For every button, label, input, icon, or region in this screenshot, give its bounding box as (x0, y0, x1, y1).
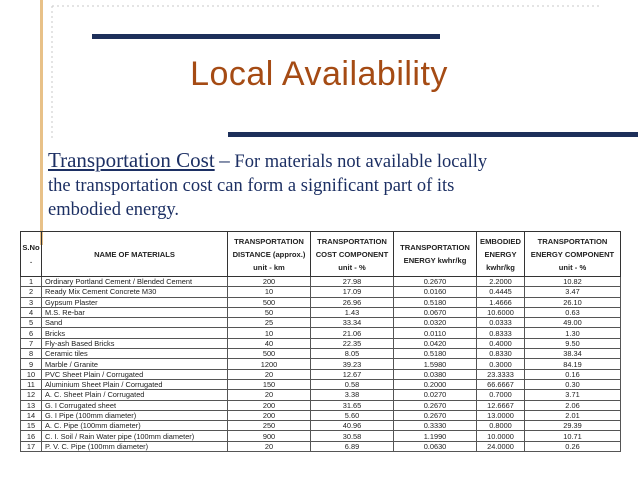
cell-energy: 0.0110 (394, 328, 477, 338)
cell-distance: 150 (228, 379, 311, 389)
cell-distance: 250 (228, 421, 311, 431)
cell-component: 84.19 (525, 359, 621, 369)
body-line-1-text: For materials not available locally (234, 152, 488, 172)
cell-distance: 200 (228, 400, 311, 410)
cell-name: Aluminium Sheet Plain / Corrugated (42, 379, 228, 389)
cell-name: Sand (42, 318, 228, 328)
table-row (21, 349, 621, 359)
cell-energy: 0.0420 (394, 338, 477, 348)
cell-name: Bricks (42, 328, 228, 338)
cell-component: 49.00 (525, 318, 621, 328)
table-row (21, 287, 621, 297)
cell-sno: 16 (21, 431, 42, 441)
body-line-3: embodied energy. (48, 200, 179, 220)
cell-sno: 14 (21, 410, 42, 420)
table-row (21, 400, 621, 410)
cell-component: 0.30 (525, 379, 621, 389)
header-sno: S.No . (21, 232, 42, 277)
table-row (21, 379, 621, 389)
cell-cost: 22.35 (311, 338, 394, 348)
table-row (21, 369, 621, 379)
cell-sno: 7 (21, 338, 42, 348)
cell-cost: 5.60 (311, 410, 394, 420)
cell-embodied: 0.4000 (477, 338, 525, 348)
cell-component: 9.50 (525, 338, 621, 348)
table-row (21, 318, 621, 328)
cell-component: 38.34 (525, 349, 621, 359)
cell-embodied: 1.4666 (477, 297, 525, 307)
cell-energy: 0.0270 (394, 390, 477, 400)
cell-distance: 40 (228, 338, 311, 348)
cell-embodied: 0.8330 (477, 349, 525, 359)
cell-component: 0.63 (525, 307, 621, 317)
table-row (21, 307, 621, 317)
cell-sno: 4 (21, 307, 42, 317)
cell-cost: 30.58 (311, 431, 394, 441)
cell-cost: 0.58 (311, 379, 394, 389)
header-cost: TRANSPORTATION COST COMPONENT unit - % (311, 232, 394, 277)
cell-cost: 27.98 (311, 277, 394, 287)
cell-name: A. C. Sheet Plain / Corrugated (42, 390, 228, 400)
header-component: TRANSPORTATION ENERGY COMPONENT unit - % (525, 232, 621, 277)
cell-distance: 200 (228, 410, 311, 420)
cell-distance: 200 (228, 277, 311, 287)
cell-energy: 1.1990 (394, 431, 477, 441)
cell-name: Fly-ash Based Bricks (42, 338, 228, 348)
cell-name: A. C. Pipe (100mm diameter) (42, 421, 228, 431)
cell-embodied: 0.3000 (477, 359, 525, 369)
header-distance: TRANSPORTATION DISTANCE (approx.) unit - km (228, 232, 311, 277)
cell-sno: 3 (21, 297, 42, 307)
cell-name: M.S. Re-bar (42, 307, 228, 317)
cell-embodied: 0.7000 (477, 390, 525, 400)
cell-name: Ordinary Portland Cement / Blended Cement (42, 277, 228, 287)
cell-energy: 0.5180 (394, 349, 477, 359)
cell-cost: 21.06 (311, 328, 394, 338)
cell-cost: 1.43 (311, 307, 394, 317)
cell-sno: 10 (21, 369, 42, 379)
table-row (21, 410, 621, 420)
cell-distance: 20 (228, 369, 311, 379)
cell-component: 0.16 (525, 369, 621, 379)
cell-embodied: 2.2000 (477, 277, 525, 287)
cell-distance: 500 (228, 349, 311, 359)
cell-distance: 900 (228, 431, 311, 441)
cell-sno: 17 (21, 441, 42, 451)
cell-embodied: 0.8333 (477, 328, 525, 338)
cell-embodied: 13.0000 (477, 410, 525, 420)
cell-component: 1.30 (525, 328, 621, 338)
cell-cost: 17.09 (311, 287, 394, 297)
table-row (21, 359, 621, 369)
body-dash: – (219, 148, 230, 172)
cell-name: Ready Mix Cement Concrete M30 (42, 287, 228, 297)
cell-embodied: 66.6667 (477, 379, 525, 389)
table-row (21, 328, 621, 338)
cell-cost: 40.96 (311, 421, 394, 431)
cell-embodied: 24.0000 (477, 441, 525, 451)
cell-component: 3.47 (525, 287, 621, 297)
cell-distance: 50 (228, 307, 311, 317)
cell-name: G. I Corrugated sheet (42, 400, 228, 410)
body-line-2: the transportation cost can form a significant part of its (48, 176, 455, 196)
cell-embodied: 23.3333 (477, 369, 525, 379)
table-row (21, 431, 621, 441)
cell-cost: 12.67 (311, 369, 394, 379)
cell-sno: 5 (21, 318, 42, 328)
cell-component: 2.06 (525, 400, 621, 410)
header-embodied: EMBODIED ENERGY kwhr/kg (477, 232, 525, 277)
cell-sno: 9 (21, 359, 42, 369)
decorative-top-bar (92, 34, 440, 39)
cell-sno: 2 (21, 287, 42, 297)
cell-embodied: 10.6000 (477, 307, 525, 317)
cell-cost: 39.23 (311, 359, 394, 369)
cell-cost: 26.96 (311, 297, 394, 307)
cell-energy: 0.2670 (394, 410, 477, 420)
cell-distance: 20 (228, 390, 311, 400)
cell-name: G. I Pipe (100mm diameter) (42, 410, 228, 420)
header-energy: TRANSPORTATION ENERGY kwhr/kg (394, 232, 477, 277)
table-row (21, 338, 621, 348)
cell-embodied: 0.0333 (477, 318, 525, 328)
cell-component: 26.10 (525, 297, 621, 307)
cell-energy: 0.0320 (394, 318, 477, 328)
cell-cost: 8.05 (311, 349, 394, 359)
body-heading: Transportation Cost (48, 148, 215, 172)
cell-energy: 0.2670 (394, 277, 477, 287)
cell-cost: 31.65 (311, 400, 394, 410)
cell-embodied: 0.4445 (477, 287, 525, 297)
cell-cost: 3.38 (311, 390, 394, 400)
cell-component: 10.71 (525, 431, 621, 441)
cell-name: Ceramic tiles (42, 349, 228, 359)
cell-energy: 0.2000 (394, 379, 477, 389)
table-row (21, 277, 621, 287)
cell-distance: 500 (228, 297, 311, 307)
slide-title: Local Availability (190, 55, 448, 93)
cell-sno: 15 (21, 421, 42, 431)
cell-name: Gypsum Plaster (42, 297, 228, 307)
table-body (21, 277, 621, 452)
cell-name: C. I. Soil / Rain Water pipe (100mm diameter) (42, 431, 228, 441)
cell-component: 10.82 (525, 277, 621, 287)
cell-name: Marble / Granite (42, 359, 228, 369)
cell-distance: 20 (228, 441, 311, 451)
cell-energy: 0.5180 (394, 297, 477, 307)
cell-distance: 10 (228, 287, 311, 297)
cell-component: 2.01 (525, 410, 621, 420)
cell-energy: 0.0630 (394, 441, 477, 451)
cell-sno: 11 (21, 379, 42, 389)
cell-name: PVC Sheet Plain / Corrugated (42, 369, 228, 379)
table-row (21, 390, 621, 400)
cell-cost: 33.34 (311, 318, 394, 328)
cell-component: 3.71 (525, 390, 621, 400)
header-name: NAME OF MATERIALS (42, 232, 228, 277)
cell-energy: 0.0380 (394, 369, 477, 379)
decorative-vertical-line (40, 0, 43, 245)
body-text (48, 148, 628, 222)
cell-cost: 6.89 (311, 441, 394, 451)
cell-energy: 0.0670 (394, 307, 477, 317)
table-row (21, 421, 621, 431)
cell-embodied: 12.6667 (477, 400, 525, 410)
cell-energy: 0.3330 (394, 421, 477, 431)
cell-sno: 6 (21, 328, 42, 338)
cell-sno: 1 (21, 277, 42, 287)
cell-distance: 10 (228, 328, 311, 338)
cell-distance: 25 (228, 318, 311, 328)
cell-embodied: 0.8000 (477, 421, 525, 431)
cell-energy: 0.2670 (394, 400, 477, 410)
cell-sno: 13 (21, 400, 42, 410)
materials-table (20, 231, 621, 452)
body-line-1 (48, 148, 628, 174)
cell-energy: 1.5980 (394, 359, 477, 369)
cell-component: 0.26 (525, 441, 621, 451)
cell-component: 29.39 (525, 421, 621, 431)
cell-embodied: 10.0000 (477, 431, 525, 441)
table-row (21, 441, 621, 451)
cell-sno: 12 (21, 390, 42, 400)
cell-sno: 8 (21, 349, 42, 359)
table-header-row (21, 232, 621, 277)
table-row (21, 297, 621, 307)
cell-energy: 0.0160 (394, 287, 477, 297)
cell-distance: 1200 (228, 359, 311, 369)
cell-name: P. V. C. Pipe (100mm diameter) (42, 441, 228, 451)
decorative-bottom-bar (228, 132, 638, 137)
